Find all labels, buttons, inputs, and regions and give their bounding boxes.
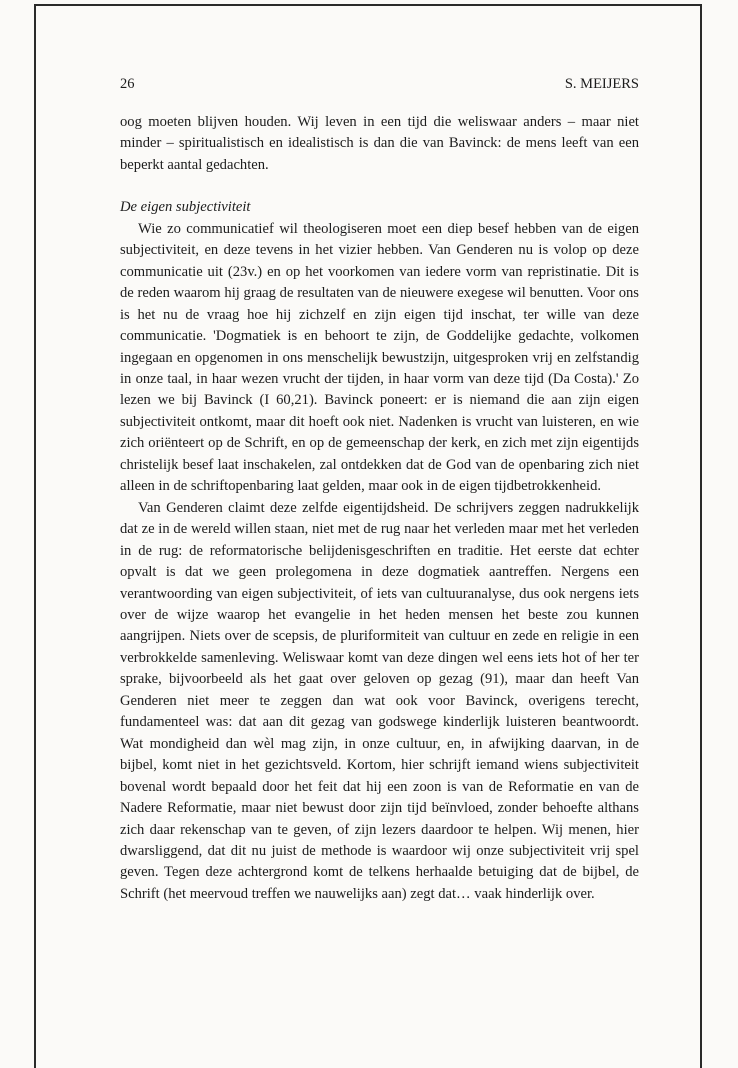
running-header xyxy=(120,76,639,93)
page-number: 26 xyxy=(120,76,135,92)
page-border-top xyxy=(36,4,702,6)
paragraph-2: Van Genderen claimt deze zelfde eigentijdsheid. De schrijvers zeggen nadrukkelijk dat ze in de wereld willen staan, niet met de rug naar het verleden maar met het verleden in de rug: de reformatorische belijdenisgeschriften en traditie. Het eerste dat echter opvalt is dat we geen prolegomena in deze dogmatiek aantreffen. Nergens een verantwoording van eigen subjectiviteit, of iets van cultuuranalyse, dus ook nergens iets over de wijze waarop het evangelie in het heden mensen het beste zou kunnen aangrijpen. Niets over de scepsis, de pluriformiteit van cultuur en zede en religie in een verbrokkelde samenleving. Weliswaar komt van deze dingen wel eens iets hot of her ter sprake, bijvoorbeeld als het gaat over geloven op gezag (91), maar dan heeft Van Genderen niet meer te zeggen dan wat ook voor Bavinck, overigens terecht, fundamenteel was: dat aan dit gezag van godswege kinderlijk luisteren beantwoordt. Wat mondigheid dan wèl mag zijn, in onze cultuur, en, in afwijking daarvan, in de bijbel, komt niet in het gezichtsveld. Kortom, hier schrijft iemand wiens subjectiviteit bovenal wordt bepaald door het feit dat hij een zoon is van de Reformatie en van de Nadere Reformatie, maar niet bewust door zijn tijd beïnvloed, zonder behoefte althans zich daar rekenschap van te geven, of zijn lezers daardoor te helpen. Wij menen, hier dwarsliggend, dat dit nu juist de methode is waardoor wij onze subjectiviteit vrij spel geven. Tegen deze achtergrond komt de telkens herhaalde betuiging dat de bijbel, de Schrift (het meervoud treffen we nauwelijks aan) zegt dat… vaak hinderlijk over. xyxy=(120,499,639,902)
page-border-right xyxy=(700,4,702,1068)
section-heading: De eigen subjectiviteit xyxy=(120,199,251,216)
page-border-left xyxy=(34,4,36,1068)
running-title: S. MEIJERS xyxy=(564,76,639,92)
page-body xyxy=(120,112,639,905)
paragraph-1: Wie zo communicatief wil theologiseren moet een diep besef hebben van de eigen subjectiviteit, en deze tevens in het vizier hebben. Van Genderen nu is volop op deze communicatie uit (23v.) en op het voorkomen van iedere vorm van repristinatie. Dit is de reden waarom hij graag de resultaten van de nieuwere exegese wil benutten. Voor ons is het nu de vraag hoe hij zichzelf en zijn eigen tijd inschat, ter wille van deze communicatie. 'Dogmatiek is en behoort te zijn, de Goddelijke gedachte, volkomen ingegaan en opgenomen in ons menschelijk bewustzijn, uitgesproken vrij en zelfstandig in onze taal, in haar wezen vrucht der tijden, in haar vorm van deze tijd (Da Costa).' Zo lezen we bij Bavinck (I 60,21). Bavinck poneert: er is niemand die aan zijn eigen subjectiviteit ontkomt, maar dit hoeft ook niet. Nadenken is vrucht van luisteren, en wie zich oriënteert op de Schrift, en op de gemeenschap der kerk, en zich met zijn eigentijds christelijk besef laat inschakelen, zal ontdekken dat de God van de openbaring zich niet alleen in de schriftopenbaring laat gelden, maar ook in de eigen tijdbetrokkenheid. xyxy=(120,220,639,495)
intro-paragraph: oog moeten blijven houden. Wij leven in een tijd die weliswaar anders – maar niet minder – spiritualistisch en idealistisch is dan die van Bavinck: de mens leeft van een beperkt aantal gedachten. xyxy=(120,114,639,173)
